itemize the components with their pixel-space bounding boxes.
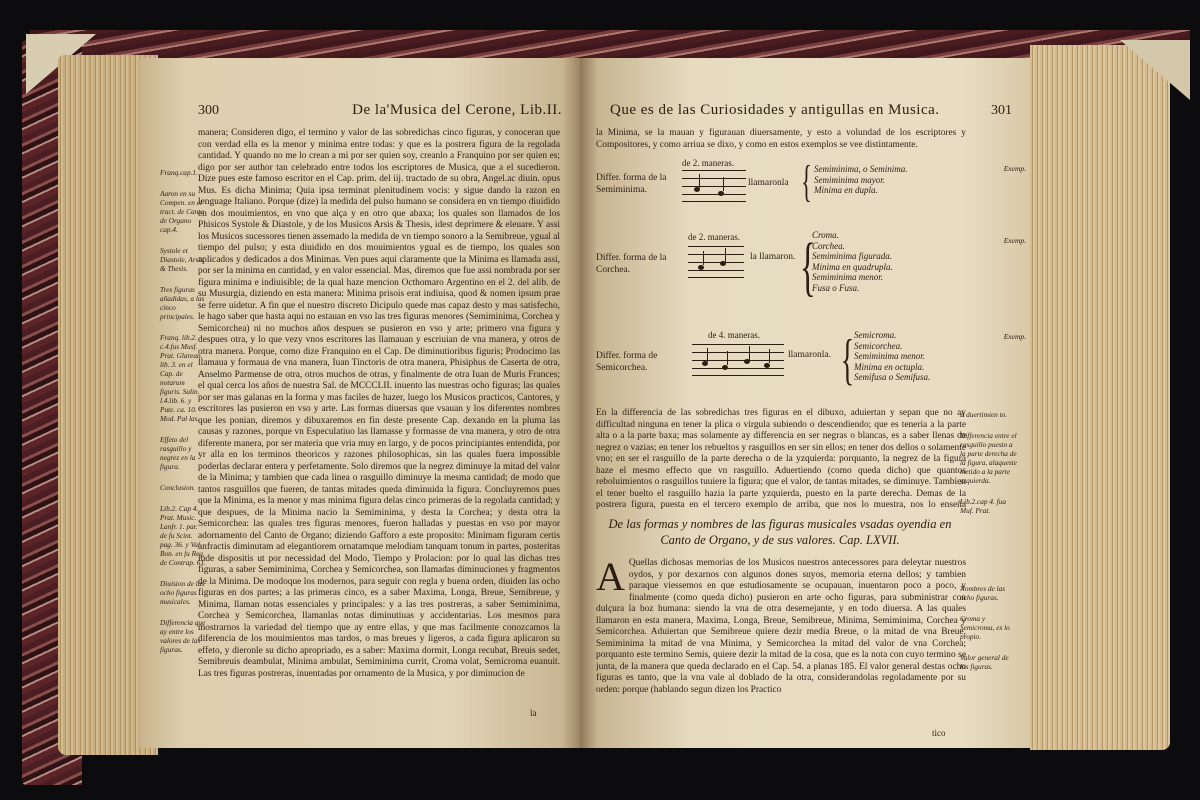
- example-semicorchea: [596, 328, 1026, 398]
- example-name: Semiminima figurada.: [812, 251, 892, 261]
- note-head: [764, 363, 770, 368]
- drop-cap: A: [596, 558, 625, 599]
- margin-note: Aaron en su Compen. en el tract. de Canto de Organo cap.4.: [160, 189, 204, 234]
- margin-note: Differencia entre el rasguillo puesto a la parte derecha de la figura, alaqueste metido a la parte yzquierda.: [960, 431, 1017, 485]
- note-stem: [703, 251, 704, 265]
- note-stem: [769, 349, 770, 363]
- left-body-text: manera; Consideren digo, el termino y valor de las sobredichas cinco figuras, y conoceran que con verdad ella es la menor y minima entre todas: y que es la postrera figura de la regolada cantidad. Y quando no me lo crean a mi por ser quien soy, creanlo a Franquino por ser quien es; digo por ser author tan celebrado entre todos los escriptores de Musica, que a el sucedieron. Dize pues este famoso escritor en el Cap. prim. del iij. tractado de su obra, Angel.ac diuin. opus Mus. Es dicha Minima; Quia ipsa terminat plenitudinem vocis: y sigue dando la razon en lenguage Italiano. Porque (dize) la medida del pulso humano se considera en vn tiempo diuidido en dos mouimientos, en vno que alça y en otro que abaxa; los quales son llamados de los Phisicos Systole & Diastole, y de los Musicos Arsis & Thesis, idest deprimere & eleuare. Y assi los Musicos sucessores tienen assemado la medida de vn tiempo sonoro a la Semibreue, ygual al tiempo del pulso; y esta diuidido en dos mouimientos ygual es de tiempo, los quales son aplicados y dedicados a dos Minimas. Ven pues aqui claramente que la Minima es llamada assi, por ser la minima en cantidad, y en valor essencial. Mas, diremos que fue assi nombrada por ser figura minima e indiuisible; de la qual haze mencion Octhomaro Argentino en el 2. del alib. de su Musurgia, diziendo en esta manera: Minima prisois erat indiuisa, quod & nomen ipsum prae se ferre uidetur. A fin que el nuestro discreto Dicipulo quede mas capaz desto y mas satisfecho, le hago saber que hasta aqui no estauan en vso las tres figuras menores (Semiminima, Corchea y Semicorchea) ni no muchos años despues se pusieron en vso y arte; primero vna figura y despues otra, y lo que vezy vnos escritores las llamauan y escriuian de vna manera, y otros de otra manera. Porque, como dize Franquino en el Cap. De diminutioribus figuris; Prodocimo las llamaua y formaua de vna manera, Iuan Tinctoris de otra manera, Phisiphus de Caserta de otra, Anselmo Parmense de otra, otros muchos de otras, y finalmente de otra Iuan de Muris Frances; el qual cerca los años de nuestra Sal. de MCCCLII. inuento las nuestras ocho figuras; las quales por ser mas galanas en la forma y mas faciles de hazer, luego los Musicos practicos, Cantores, y escritores las pusieron en vso y arte. Las formas diuersas que vsauan y los diferentes nombres que les ponian, diremos y dibuxaremos en fin deste presente Cap. dexando en la pluma las causas y razones, porque vn Especulatiuo las llamasse y formasse de vna manera, y otro de otra diferente manera, por ser materia que vria muy en largo, y de pocos principiantes entendida, por yr alla en los terminos theoricos y razones philosophicas, sin las quales fuera impossible poderlas declarar entera y perfetamente. Solo diremos que la negrez diminuye la mitad del valor de la Minima; y tambien que cada linea o rasguillo diminuye la mesma cantidad; de modo que tantos rasguillos que fueren, de tantas mitades queda diminuida la figura. Concluyremos pues que la Minima, es la menor y mas minima figura delas cinco primeras de la regolada cantidad; y que despues, de la Minima nacio la Semiminima, y desta la Corchea; y desta otra la Semicorchea: las quales tres figuras menores, fueron halladas y puestas en vso por mayor adornamento del Canto de Organo; diziendo Gafforo a este proposito: Minimam figuram certis anfractis diminutam ad elegantiorem ornatamque melodiam tanquam tonum in partes, posteritas inde dispositis ut por necessidad del Modo, Tiempo y Prolacion: por lo qual las dichas tres figuras, a saber Semiminima, Corchea y Semicorchea, son llamadas diminuciones y fragmentos de la Minima. De modoque los modernos, para seguir con regla y buena orden, diuiden las ocho figuras en dos partes; a las primeras cinco, es a saber Maxima, Longa, Breue, Semibreue, y Minima, llaman notas essenciales y principales: y a las tres postreras, a saber Semiminima, Corchea y Semicorchea, llamanlas notas diminutiuas y accidentarias. Los mesmos para mostrarnos la variedad del tiempo que ay entre ellas, y que mas facilmente conozcamos la diferencia de los mouimientos mas tardos, o mas breues y ligeros, a cada figura aplicaron su effeto, y dieronle su dicho apropriado, es a saber: Maxima dormit, Longa recubat, Breuis sedet, Semibreuis deambulat, Minima ambulat, Semiminima currit, Croma volat, Semicroma euanuit. Las tres figuras postreras, inuentadas por ornamento de la Musica, y por diminucion de: [198, 128, 560, 679]
- right-running-title: Que es de las Curiosidades y antigullas en Musica.: [610, 102, 940, 118]
- example-label: Differ. forma de la Semiminima.: [596, 173, 667, 195]
- margin-note: Conclusion.: [160, 483, 196, 492]
- example-manners: de 2. maneras.: [682, 158, 734, 168]
- example-name-list: [854, 330, 930, 383]
- margin-note: Tres figuras añadidas, a las cinco principales.: [160, 285, 205, 321]
- margin-note: Systole et Diastole, Arsis & Thesis.: [160, 246, 204, 273]
- note-head: [718, 191, 724, 196]
- right-margin-notes-bottom: [960, 584, 1018, 683]
- left-running-title: De la'Musica del Cerone, Lib.II.: [352, 102, 562, 118]
- example-label: Differ. forma de Semicorchea.: [596, 351, 658, 373]
- chapter-heading: De las formas y nombres de las figuras musicales vsadas oyendia en Canto de Organo, y de sus valores. Cap. LXVII.: [608, 517, 952, 547]
- left-page: [140, 58, 580, 748]
- margin-note: Nombres de las ocho figuras.: [960, 584, 1006, 602]
- brace: {: [840, 329, 855, 391]
- note-stem: [723, 177, 724, 191]
- example-name-list: [814, 164, 908, 196]
- example-semiminima: [596, 158, 1026, 218]
- margin-note: Differencia que ay entre los valores de las figuras.: [160, 618, 206, 654]
- page-block-right: [1030, 45, 1170, 750]
- note-stem: [727, 351, 728, 365]
- margin-note: Franq. lib.2. c.4.fus Musf. Prat. Glarean. lib. 3. en el Cap. de notarum figuris. Salin. l.4.lib. 6. y Pute. ca. 10. Mod. Pal las.: [160, 333, 203, 423]
- example-name: Minima en octupla.: [854, 361, 925, 372]
- left-running-head: [140, 58, 580, 123]
- paragraph-2-text: Quellas dichosas memorias de los Musicos nuestros antecessores para deleytar nuestros oydos, y por dexarnos con algunos dones suyos, memoria eterna dellos; y tambien paraque viessemos en que estudiosamente se ocupauan, inuentaron poco a poco, y finalmente (como queda dicho) pusieron en arte ocho figuras, para subministrar con dulçura la boz humana: siendo la vna de otra desemejante, y en todo diuersa. A las quales llamaron en esta manera, Maxima, Longa, Breue, Semibreue, Minima, Semiminima, Corchea y Semicorchea. Aduiertan que Semibreue quiere dezir media Breue, o la mitad de vna Breue, Semiminima la mitad de vna Minima, y Semicorchea la mitad del valor de vna Corchea; porquanto este termino Semis, quiere dezir la mitad de la cosa, que es la nota con cuyo termino se junta, de la manera que queda declarado en el Cap. 54. a planas 185. El valor general destas ocho figuras es tanto, que la vna vale al doblado de la otra, considerandolas regoladamente por su orden: porque (hablando segun dizen los Practico: [596, 558, 966, 695]
- example-name: Semicorchea.: [854, 340, 903, 351]
- example-label: Differ. forma de la Corchea.: [596, 253, 667, 275]
- example-name: Croma.: [812, 230, 839, 240]
- note-stem: [707, 348, 708, 362]
- note-head: [722, 365, 728, 370]
- note-stem: [725, 248, 726, 262]
- example-name: Semicroma.: [854, 330, 897, 340]
- note-head: [698, 265, 704, 270]
- right-intro-text: la Minima, se la mauan y figurauan diuersamente, y esto a volundad de los escriptores y Compositores, y como arriua se dixo, y como en estos exemplos se vee distintamente.: [596, 128, 966, 150]
- example-manners: de 4. maneras.: [708, 330, 760, 340]
- margin-note: Croma y Semicroma, es lo propio.: [960, 614, 1010, 641]
- right-page-number: 301: [991, 103, 1012, 118]
- example-name: Semiminima menor.: [854, 351, 925, 361]
- right-paragraph-1: En la differencia de las sobredichas tres figuras en el dibuxo, aduiertan y sepan que no ay difficultad ninguna en tener la plica o virgula subiendo o descendiendo; que es teneria a la parte alta o a la parte baxa; mas solamente ay differencia en ser negras o blancas, es a saber llenas de negrez o vazias; en tener los rebueltos y rasguillos en ser sin ellos; en tener dos dellos o solamente vno; en ser el rasguillo de la parte derecha o de la yzquierda: porquanto, la negrez de la figura haze el mesmo effecto que vn rasguillo. Aduertiendo (como queda dicho) que quantos reboluimientos o rasguillos tuuiere la figura; que el valor, de tantas mitades, se diminuye. Tambien el tener buelto el rasguillo hazia la parte yzquierda, puesto en la parte derecha. Demas de la postrera figura, puesta en el tercero exemplo de arriba, que nos lo muestra, nos lo enseña: [596, 408, 966, 510]
- music-staff: [688, 246, 744, 278]
- example-name: Semiminima mayor.: [814, 174, 885, 185]
- right-page: [580, 58, 1030, 748]
- right-catchword: tico: [932, 728, 946, 738]
- example-tag: Exemp.: [1003, 332, 1026, 341]
- note-stem: [749, 346, 750, 360]
- note-stem: [699, 174, 700, 188]
- left-catchword: la: [530, 708, 537, 718]
- example-name-list: [812, 230, 893, 293]
- example-tag: Exemp.: [1003, 236, 1026, 245]
- example-name: Semifusa o Semifusa.: [854, 372, 931, 382]
- example-name: Minima en dupla.: [814, 185, 878, 195]
- example-called: llamaronla.: [788, 350, 831, 360]
- brace: {: [799, 230, 816, 303]
- margin-note: Lib.2. Cap 4. Prat. Music. Lanfr. 1. par. de fu Scint. pag. 36. y Val. Bon. en fu Reg. de Contrap. 61.: [160, 504, 206, 567]
- music-staff: [682, 170, 746, 202]
- example-name: Corchea.: [812, 240, 845, 251]
- example-called: llamaronla: [748, 178, 789, 188]
- left-page-number: 300: [198, 103, 219, 118]
- example-name: Semiminima menor.: [812, 272, 883, 282]
- right-margin-notes-top: [960, 410, 1018, 527]
- margin-note: Franq.cap.1.: [160, 168, 198, 177]
- example-manners: de 2. maneras.: [688, 232, 740, 242]
- example-corchea: [596, 230, 1026, 320]
- margin-note: Valor general de las figuras.: [960, 653, 1009, 671]
- margin-note: Lib.2.cap 4. fua Muf. Prat.: [960, 497, 1007, 515]
- example-name: Semiminima, o Seminima.: [814, 164, 908, 174]
- example-called: la llamaron.: [750, 252, 796, 262]
- margin-note: Diuision de las ocho figuras musicales.: [160, 579, 205, 606]
- brace: {: [801, 157, 812, 206]
- example-tag: Exemp.: [1003, 164, 1026, 173]
- example-name: Minima en quadrupla.: [812, 261, 893, 272]
- margin-note: A duertimien to.: [960, 410, 1008, 419]
- example-name: Fusa o Fusa.: [812, 282, 860, 293]
- right-running-head: [580, 58, 1030, 123]
- margin-note: Effeto del rasguillo y negrez en la figura.: [160, 435, 196, 471]
- right-paragraph-2: [596, 558, 966, 726]
- music-staff: [692, 344, 784, 376]
